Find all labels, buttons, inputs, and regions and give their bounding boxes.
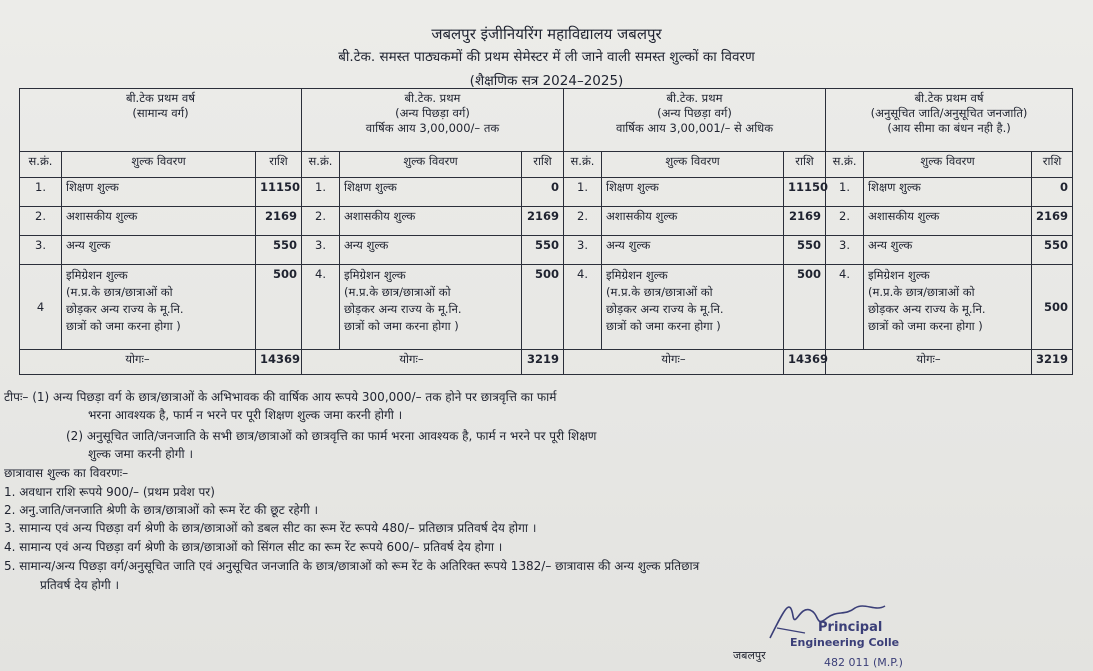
table-row: 2. अशासकीय शुल्क 2169 2. अशासकीय शुल्क 2169 2. अशासकीय शुल्क 2169 2. अशासकीय शुल्क 2169 — [20, 207, 1073, 236]
col-sno: स.क्रं. — [20, 152, 62, 178]
total-row: योगः– 14369 योगः– 3219 योगः– 14369 योगः– 3219 — [20, 350, 1073, 375]
col-amount: राशि — [522, 152, 564, 178]
college-stamp-prefix: जबलपुर — [733, 649, 766, 662]
col-desc: शुल्क विवरण — [864, 152, 1032, 178]
fee-table — [19, 88, 1073, 375]
hostel-item-4: 4. सामान्य एवं अन्य पिछड़ा वर्ग श्रेणी के छात्र/छात्राओं को सिंगल सीट का रूम रेंट रूपये 600/– प्रतिवर्ष देय होगा । — [4, 540, 503, 554]
hostel-item-3: 3. सामान्य एवं अन्य पिछड़ा वर्ग श्रेणी के छात्र/छात्राओं को डबल सीट का रूम रेंट रूपये 480/– प्रतिछात्र प्रतिवर्ष देय होगा । — [4, 521, 537, 535]
group-header-row — [20, 89, 1073, 152]
col-desc: शुल्क विवरण — [62, 152, 256, 178]
note-1-cont: भरना आवश्यक है, फार्म न भरने पर पूरी शिक्षण शुल्क जमा करनी होगी । — [88, 408, 403, 422]
group-obc-low-income: बी.टेक. प्रथम (अन्य पिछड़ा वर्ग) वार्षिक आय 3,00,000/– तक — [302, 89, 564, 152]
principal-stamp: Principal — [818, 620, 883, 635]
hostel-item-5-cont: प्रतिवर्ष देय होगी । — [40, 578, 120, 592]
group-obc-high-income: बी.टेक. प्रथम (अन्य पिछड़ा वर्ग) वार्षिक आय 3,00,001/– से अधिक — [564, 89, 826, 152]
document-subtitle: बी.टेक. समस्त पाठ्यकमों की प्रथम सेमेस्टर में ली जाने वाली समस्त शुल्कों का विवरण — [338, 49, 755, 65]
stamp-pin: 482 011 (M.P.) — [824, 656, 903, 669]
hostel-item-1: 1. अवधान राशि रूपये 900/– (प्रथम प्रवेश पर) — [4, 485, 215, 499]
table-row: 4 इमिग्रेशन शुल्क (म.प्र.के छात्र/छात्राओं को छोड़कर अन्य राज्य के मू.नि. छात्रों को जमा करना होगा ) 500 4. इमिग्रेशन शुल्क (म.प्र.के छात्र/छात्राओं को छोड़कर अन्य राज्य के मू.नि. छात्रों को जमा करना होगा ) 500 4. इमिग्रेशन शुल्क (म.प्र.के छात्र/छात्राओं को छोड़कर अन्य राज्य के मू.नि. छात्रों को जमा करना होगा ) 500 4. इमिग्रेशन शुल्क (म.प्र.के छात्र/छात्राओं को छोड़कर अन्य राज्य के मू.नि. छात्रों को जमा करना होगा ) 500 — [20, 265, 1073, 350]
col-sno: स.क्रं. — [564, 152, 602, 178]
note-1: टीपः– (1) अन्य पिछड़ा वर्ग के छात्र/छात्राओं के अभिभावक की वार्षिक आय रूपये 300,000/– तक होने पर छात्रवृत्ति का फार्म — [4, 390, 557, 404]
table-row: 3. अन्य शुल्क 550 3. अन्य शुल्क 550 3. अन्य शुल्क 550 3. अन्य शुल्क 550 — [20, 236, 1073, 265]
group-sc-st: बी.टेक प्रथम वर्ष (अनुसूचित जाति/अनुसूचित जनजाति) (आय सीमा का बंधन नही है.) — [826, 89, 1073, 152]
column-header-row — [20, 152, 1073, 178]
hostel-item-5: 5. सामान्य/अन्य पिछड़ा वर्ग/अनुसूचित जाति एवं अनुसूचित जनजाति के छात्र/छात्राओं को रूम रेंट के अतिरिक्त रूपये 1382/– छात्रावास की अन्य शुल्क प्रतिछात्र — [4, 559, 700, 573]
col-desc: शुल्क विवरण — [602, 152, 784, 178]
col-sno: स.क्रं. — [302, 152, 340, 178]
col-amount: राशि — [256, 152, 302, 178]
college-stamp: Engineering Colle — [790, 636, 900, 649]
table-row: 1. शिक्षण शुल्क 11150 1. शिक्षण शुल्क 0 1. शिक्षण शुल्क 11150 1. शिक्षण शुल्क 0 — [20, 178, 1073, 207]
note-2: (2) अनुसूचित जाति/जनजाति के सभी छात्र/छात्राओं को छात्रवृत्ति का फार्म भरना आवश्यक है, फार्म न भरने पर पूरी शिक्षण — [66, 429, 597, 443]
col-amount: राशि — [1032, 152, 1073, 178]
note-2-cont: शुल्क जमा करनी होगी । — [88, 447, 194, 461]
group-general: बी.टेक प्रथम वर्ष (सामान्य वर्ग) — [20, 89, 302, 152]
col-sno: स.क्रं. — [826, 152, 864, 178]
college-title: जबलपुर इंजीनियरिंग महाविद्यालय जबलपुर — [431, 25, 662, 43]
hostel-item-2: 2. अनु.जाति/जनजाति श्रेणी के छात्र/छात्राओं को रूम रेंट की छूट रहेगी । — [4, 503, 319, 517]
col-amount: राशि — [784, 152, 826, 178]
session-label: (शैक्षणिक सत्र 2024–2025) — [469, 73, 624, 89]
hostel-title: छात्रावास शुल्क का विवरणः– — [4, 466, 129, 480]
col-desc: शुल्क विवरण — [340, 152, 522, 178]
